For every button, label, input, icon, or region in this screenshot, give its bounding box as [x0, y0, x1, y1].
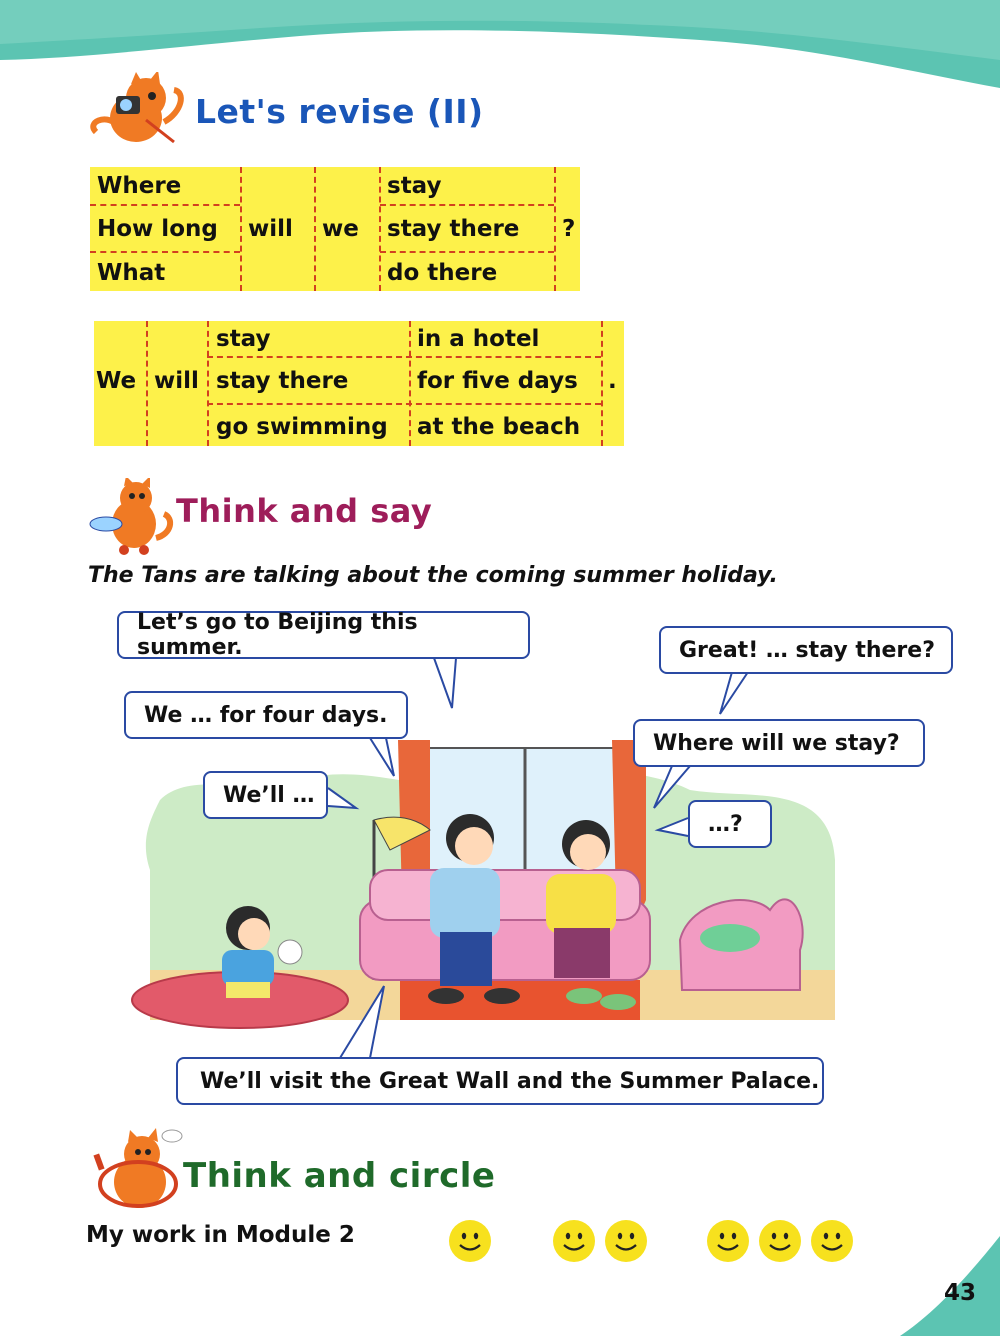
- speech-bubble-beijing: Let’s go to Beijing this summer.: [117, 611, 530, 659]
- section-title-lets-revise: Let's revise (II): [195, 92, 484, 131]
- cat-camera-icon: [86, 72, 190, 148]
- table-cell: We: [96, 368, 137, 394]
- table-cell: How long: [97, 216, 218, 242]
- speech-bubble-great: Great! … stay there?: [659, 626, 953, 674]
- table-cell: at the beach: [417, 413, 581, 440]
- table-cell: What: [97, 260, 166, 286]
- speech-bubble-question: …?: [688, 800, 772, 848]
- table-cell: will: [154, 368, 199, 394]
- section-title-think-and-say: Think and say: [176, 492, 433, 530]
- grammar-table-questions: [90, 167, 580, 291]
- cat-plate-icon: [88, 478, 178, 556]
- smiley-face-icon[interactable]: [448, 1219, 492, 1263]
- smiley-face-icon[interactable]: [604, 1219, 648, 1263]
- table-cell-question-mark: ?: [562, 216, 576, 242]
- page-number: 43: [943, 1280, 976, 1306]
- speech-bubble-visit: We’ll visit the Great Wall and the Summer Palace.: [176, 1057, 824, 1105]
- speech-bubble-four-days: We … for four days.: [124, 691, 408, 739]
- grammar-table-answers: [94, 321, 624, 446]
- table-cell: in a hotel: [417, 325, 540, 352]
- smiley-face-icon[interactable]: [552, 1219, 596, 1263]
- table-cell: Where: [97, 172, 182, 199]
- cat-circle-icon: [92, 1126, 184, 1214]
- table-cell: stay: [216, 325, 271, 352]
- speech-bubble-well: We’ll …: [203, 771, 328, 819]
- smiley-face-icon[interactable]: [758, 1219, 802, 1263]
- table-cell: stay there: [216, 368, 349, 394]
- self-assessment-label: My work in Module 2: [86, 1222, 355, 1248]
- table-cell: stay: [387, 172, 442, 199]
- table-cell: go swimming: [216, 413, 388, 440]
- smiley-face-icon[interactable]: [706, 1219, 750, 1263]
- speech-bubble-where-stay: Where will we stay?: [633, 719, 925, 767]
- table-cell: will: [248, 216, 293, 242]
- table-cell: we: [322, 216, 359, 242]
- table-cell: do there: [387, 260, 498, 286]
- section-title-think-and-circle: Think and circle: [183, 1156, 496, 1196]
- table-cell: for five days: [417, 368, 578, 394]
- smiley-face-icon[interactable]: [810, 1219, 854, 1263]
- table-cell: stay there: [387, 216, 520, 242]
- table-cell-period: .: [608, 368, 617, 394]
- intro-sentence: The Tans are talking about the coming summer holiday.: [88, 563, 778, 588]
